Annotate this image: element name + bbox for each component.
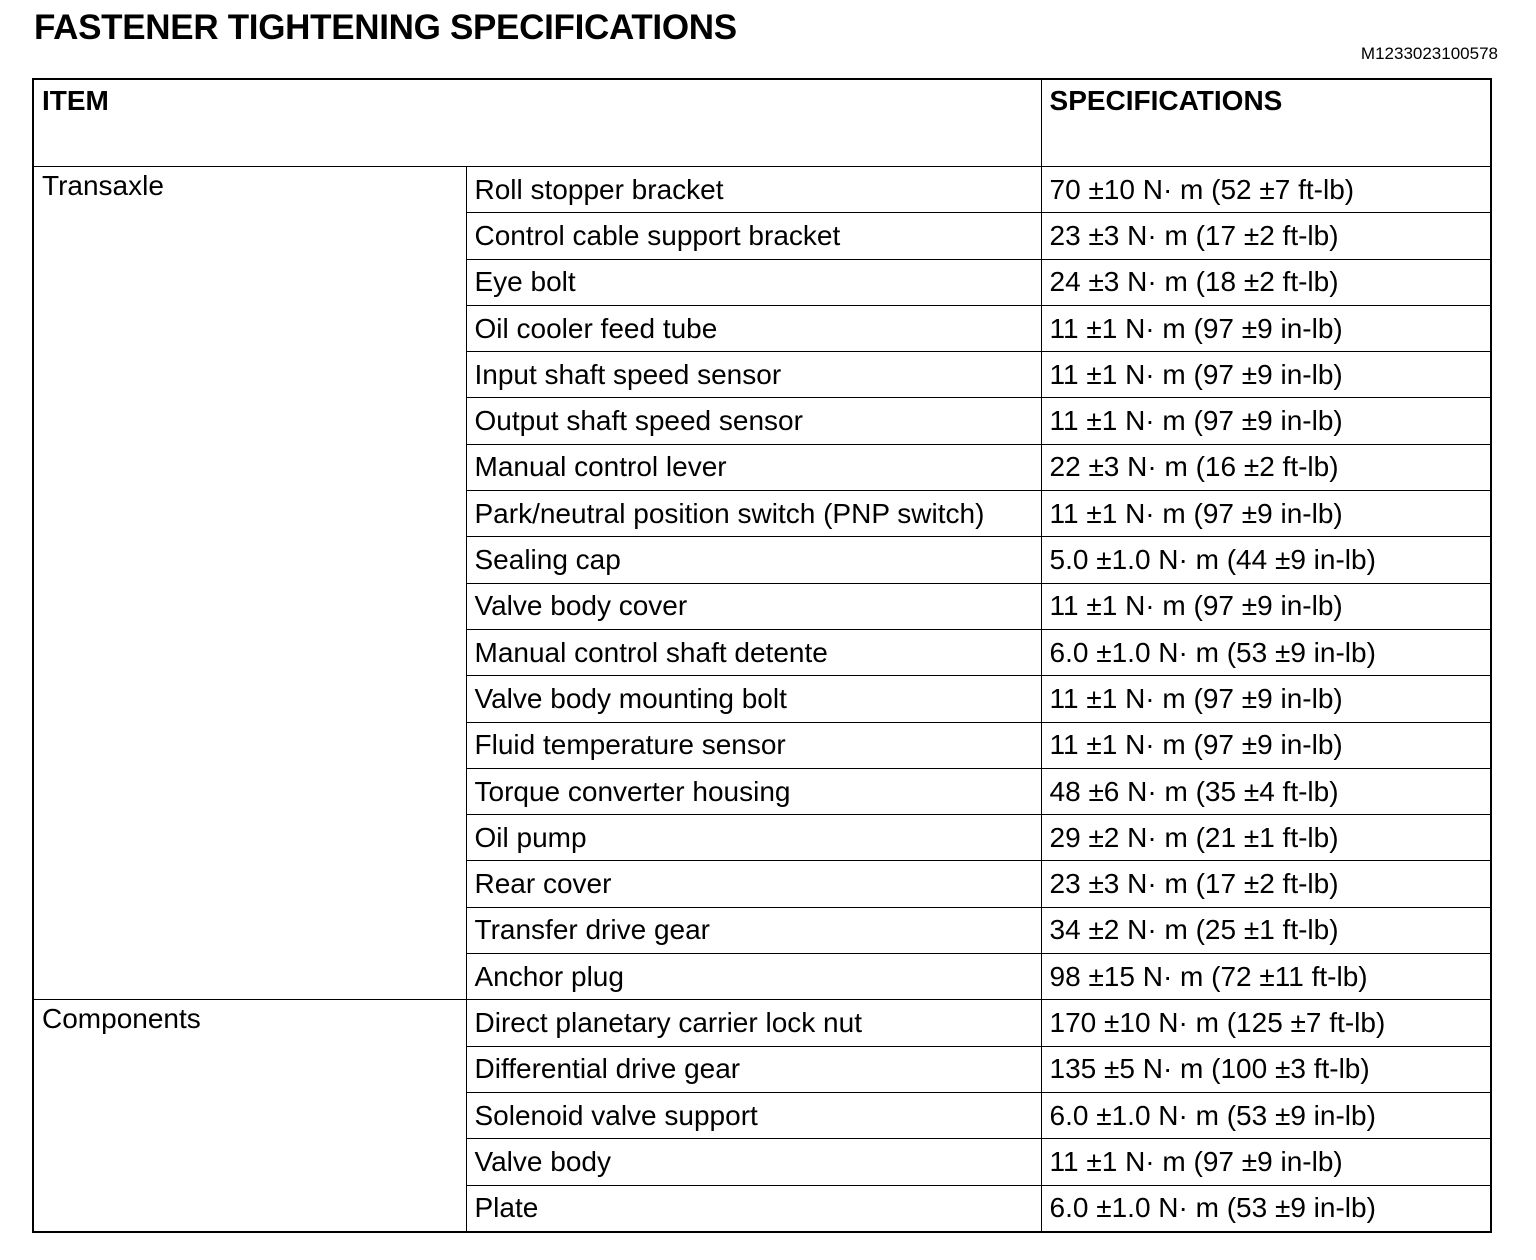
spec-cell: 11 ±1 N· m (97 ±9 in-lb) — [1041, 491, 1491, 537]
spec-cell: 11 ±1 N· m (97 ±9 in-lb) — [1041, 305, 1491, 351]
item-cell: Control cable support bracket — [466, 213, 1041, 259]
item-cell: Valve body cover — [466, 583, 1041, 629]
spec-cell: 11 ±1 N· m (97 ±9 in-lb) — [1041, 352, 1491, 398]
header-specifications: SPECIFICATIONS — [1041, 79, 1491, 167]
spec-cell: 6.0 ±1.0 N· m (53 ±9 in-lb) — [1041, 1092, 1491, 1138]
table-header-row — [33, 79, 1491, 167]
table-row — [33, 167, 1491, 213]
item-cell: Manual control shaft detente — [466, 629, 1041, 675]
spec-cell: 11 ±1 N· m (97 ±9 in-lb) — [1041, 1139, 1491, 1185]
item-cell: Plate — [466, 1185, 1041, 1232]
specifications-table — [32, 78, 1492, 1233]
spec-cell: 135 ±5 N· m (100 ±3 ft-lb) — [1041, 1046, 1491, 1092]
item-cell: Solenoid valve support — [466, 1092, 1041, 1138]
item-cell: Park/neutral position switch (PNP switch) — [466, 491, 1041, 537]
spec-cell: 23 ±3 N· m (17 ±2 ft-lb) — [1041, 861, 1491, 907]
item-cell: Oil pump — [466, 815, 1041, 861]
item-cell: Output shaft speed sensor — [466, 398, 1041, 444]
spec-cell: 48 ±6 N· m (35 ±4 ft-lb) — [1041, 768, 1491, 814]
item-cell: Rear cover — [466, 861, 1041, 907]
spec-cell: 70 ±10 N· m (52 ±7 ft-lb) — [1041, 167, 1491, 213]
item-cell: Roll stopper bracket — [466, 167, 1041, 213]
spec-cell: 5.0 ±1.0 N· m (44 ±9 in-lb) — [1041, 537, 1491, 583]
header-item: ITEM — [33, 79, 1041, 167]
spec-cell: 170 ±10 N· m (125 ±7 ft-lb) — [1041, 1000, 1491, 1046]
group-label: Transaxle — [33, 167, 466, 1000]
item-cell: Oil cooler feed tube — [466, 305, 1041, 351]
group-label: Components — [33, 1000, 466, 1232]
spec-cell: 11 ±1 N· m (97 ±9 in-lb) — [1041, 583, 1491, 629]
page-title: FASTENER TIGHTENING SPECIFICATIONS — [34, 8, 737, 47]
spec-cell: 29 ±2 N· m (21 ±1 ft-lb) — [1041, 815, 1491, 861]
item-cell: Differential drive gear — [466, 1046, 1041, 1092]
item-cell: Transfer drive gear — [466, 907, 1041, 953]
item-cell: Valve body mounting bolt — [466, 676, 1041, 722]
spec-cell: 98 ±15 N· m (72 ±11 ft-lb) — [1041, 954, 1491, 1000]
item-cell: Anchor plug — [466, 954, 1041, 1000]
spec-cell: 6.0 ±1.0 N· m (53 ±9 in-lb) — [1041, 629, 1491, 675]
table-row — [33, 1000, 1491, 1046]
item-cell: Input shaft speed sensor — [466, 352, 1041, 398]
item-cell: Torque converter housing — [466, 768, 1041, 814]
spec-cell: 34 ±2 N· m (25 ±1 ft-lb) — [1041, 907, 1491, 953]
specifications-table-body — [33, 79, 1491, 1232]
spec-cell: 11 ±1 N· m (97 ±9 in-lb) — [1041, 398, 1491, 444]
item-cell: Eye bolt — [466, 259, 1041, 305]
spec-cell: 24 ±3 N· m (18 ±2 ft-lb) — [1041, 259, 1491, 305]
item-cell: Manual control lever — [466, 444, 1041, 490]
spec-cell: 6.0 ±1.0 N· m (53 ±9 in-lb) — [1041, 1185, 1491, 1232]
spec-cell: 22 ±3 N· m (16 ±2 ft-lb) — [1041, 444, 1491, 490]
document-id: M1233023100578 — [1360, 44, 1498, 63]
spec-cell: 23 ±3 N· m (17 ±2 ft-lb) — [1041, 213, 1491, 259]
item-cell: Sealing cap — [466, 537, 1041, 583]
spec-cell: 11 ±1 N· m (97 ±9 in-lb) — [1041, 676, 1491, 722]
item-cell: Fluid temperature sensor — [466, 722, 1041, 768]
spec-cell: 11 ±1 N· m (97 ±9 in-lb) — [1041, 722, 1491, 768]
item-cell: Valve body — [466, 1139, 1041, 1185]
item-cell: Direct planetary carrier lock nut — [466, 1000, 1041, 1046]
